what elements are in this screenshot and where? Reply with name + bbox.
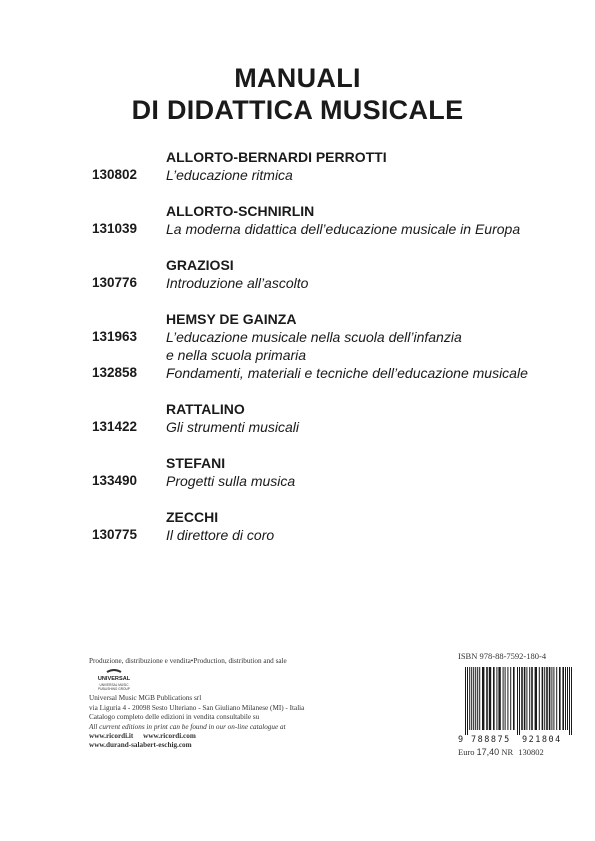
barcode-bar: [519, 667, 520, 735]
barcode-bar: [524, 667, 526, 730]
author-heading: ZECCHI: [166, 509, 219, 525]
barcode-bar: [535, 667, 537, 730]
barcode-bar: [496, 667, 497, 730]
author-heading: GRAZIOSI: [166, 257, 234, 273]
barcode-bar: [503, 667, 504, 730]
catalog-code: 131039: [92, 221, 138, 236]
nr-code: 130802: [518, 747, 544, 757]
barcode-bar: [498, 667, 500, 730]
barcode-bar: [521, 667, 523, 730]
catalog-code: 131422: [92, 419, 138, 434]
barcode-bar: [544, 667, 545, 730]
catalog-entry: [0, 418, 595, 436]
work-title: Il direttore di coro: [166, 527, 275, 543]
title-line-2: DI DIDATTICA MUSICALE: [131, 95, 464, 125]
barcode-bar: [565, 667, 566, 730]
barcode-bar: [517, 667, 518, 735]
price-label: Euro: [458, 747, 475, 757]
barcode-bar: [567, 667, 568, 730]
barcode-bar: [493, 667, 495, 730]
isbn-label: ISBN 978-88-7592-180-4: [458, 651, 547, 661]
logo-wordmark: UNIVERSAL: [97, 676, 131, 682]
catalog-code: 131963: [92, 329, 138, 344]
publisher-name: Universal Music MGB Publications srl: [89, 694, 202, 703]
logo-line-2: UNIVERSAL MUSIC: [99, 683, 129, 687]
catalog-entry: [0, 220, 595, 238]
catalog-entry: [0, 472, 595, 490]
price-row: [458, 747, 544, 757]
barcode-bar: [465, 667, 466, 735]
catalog-note-en: All current editions in print can be found in our on-line catalogue at: [89, 722, 286, 731]
logo-line-3: PUBLISHING GROUP: [98, 687, 130, 691]
author-heading: HEMSY DE GAINZA: [166, 311, 297, 327]
production-note: Produzione, distribuzione e vendita•Production, distribution and sale: [89, 657, 287, 665]
barcode-bar: [559, 667, 561, 730]
barcode-bar: [542, 667, 544, 730]
catalog-entry: [0, 346, 595, 364]
work-title: Gli strumenti musicali: [166, 419, 300, 435]
barcode-bar: [546, 667, 548, 730]
work-title: Fondamenti, materiali e tecniche dell’educazione musicale: [166, 365, 528, 381]
work-title: L’educazione musicale nella scuola dell’infanzia: [166, 329, 462, 345]
barcode-bar: [529, 667, 530, 730]
barcode-bar: [526, 667, 527, 730]
catalog-code: 130775: [92, 527, 138, 542]
barcode-bar: [467, 667, 468, 735]
title-line-1: MANUALI: [234, 63, 361, 93]
barcode-bar: [505, 667, 506, 730]
work-title: La moderna didattica dell’educazione musicale in Europa: [166, 221, 521, 237]
catalog-entry: [0, 364, 595, 382]
catalog-code: 132858: [92, 365, 138, 380]
barcode-bar: [469, 667, 470, 730]
catalog-code: 133490: [92, 473, 138, 488]
barcode-bar: [562, 667, 564, 730]
website-link-ricordi-com[interactable]: www.ricordi.com: [143, 732, 196, 741]
barcode-digit-lead: 9: [458, 735, 464, 745]
website-link-ricordi-it[interactable]: www.ricordi.it: [89, 732, 134, 741]
barcode-bar: [473, 667, 474, 730]
catalog-entry: [0, 328, 595, 346]
barcode: [455, 665, 580, 745]
author-heading: STEFANI: [166, 455, 226, 471]
work-title: e nella scuola primaria: [166, 347, 307, 363]
barcode-digits-left: 788875: [471, 735, 511, 745]
catalog-entry: [0, 526, 595, 544]
barcode-bar: [553, 667, 554, 730]
price-value: 17,40: [476, 747, 500, 757]
barcode-bar: [489, 667, 491, 730]
barcode-bar: [482, 667, 484, 730]
barcode-bar: [531, 667, 533, 730]
barcode-digits-right: 921804: [522, 735, 562, 745]
barcode-bar: [477, 667, 478, 730]
barcode-bar: [475, 667, 476, 730]
catalog-entry: [0, 274, 595, 292]
work-title: L’educazione ritmica: [166, 167, 293, 183]
barcode-bar: [569, 667, 570, 735]
universal-logo: [91, 668, 137, 694]
catalog-entry: [0, 166, 595, 184]
catalog-code: 130802: [92, 167, 138, 182]
author-heading: ALLORTO-BERNARDI PERROTTI: [166, 149, 387, 165]
isbn-block: [455, 651, 580, 757]
page-title: [0, 62, 595, 126]
barcode-bar: [549, 667, 551, 730]
catalog-note-it: Catalogo completo delle edizioni in vendita consultabile su: [89, 713, 260, 722]
barcode-bar: [513, 667, 515, 730]
website-link-durand[interactable]: www.durand-salabert-eschig.com: [89, 741, 192, 750]
publisher-address: via Liguria 4 - 20098 Sesto Ulteriano - San Giuliano Milanese (MI) - Italia: [89, 703, 305, 712]
barcode-bar: [471, 667, 472, 730]
barcode-bar: [551, 667, 552, 730]
barcode-bar: [507, 667, 508, 730]
barcode-bar: [571, 667, 572, 735]
catalog-code: 130776: [92, 275, 138, 290]
author-heading: RATTALINO: [166, 401, 245, 417]
nr-label: NR: [501, 747, 514, 757]
barcode-bar: [479, 667, 480, 730]
barcode-bar: [486, 667, 488, 730]
work-title: Introduzione all’ascolto: [166, 275, 309, 291]
work-title: Progetti sulla musica: [166, 473, 296, 489]
barcode-bar: [539, 667, 540, 730]
barcode-bar: [510, 667, 511, 730]
author-heading: ALLORTO-SCHNIRLIN: [166, 203, 315, 219]
barcode-bar: [556, 667, 557, 730]
